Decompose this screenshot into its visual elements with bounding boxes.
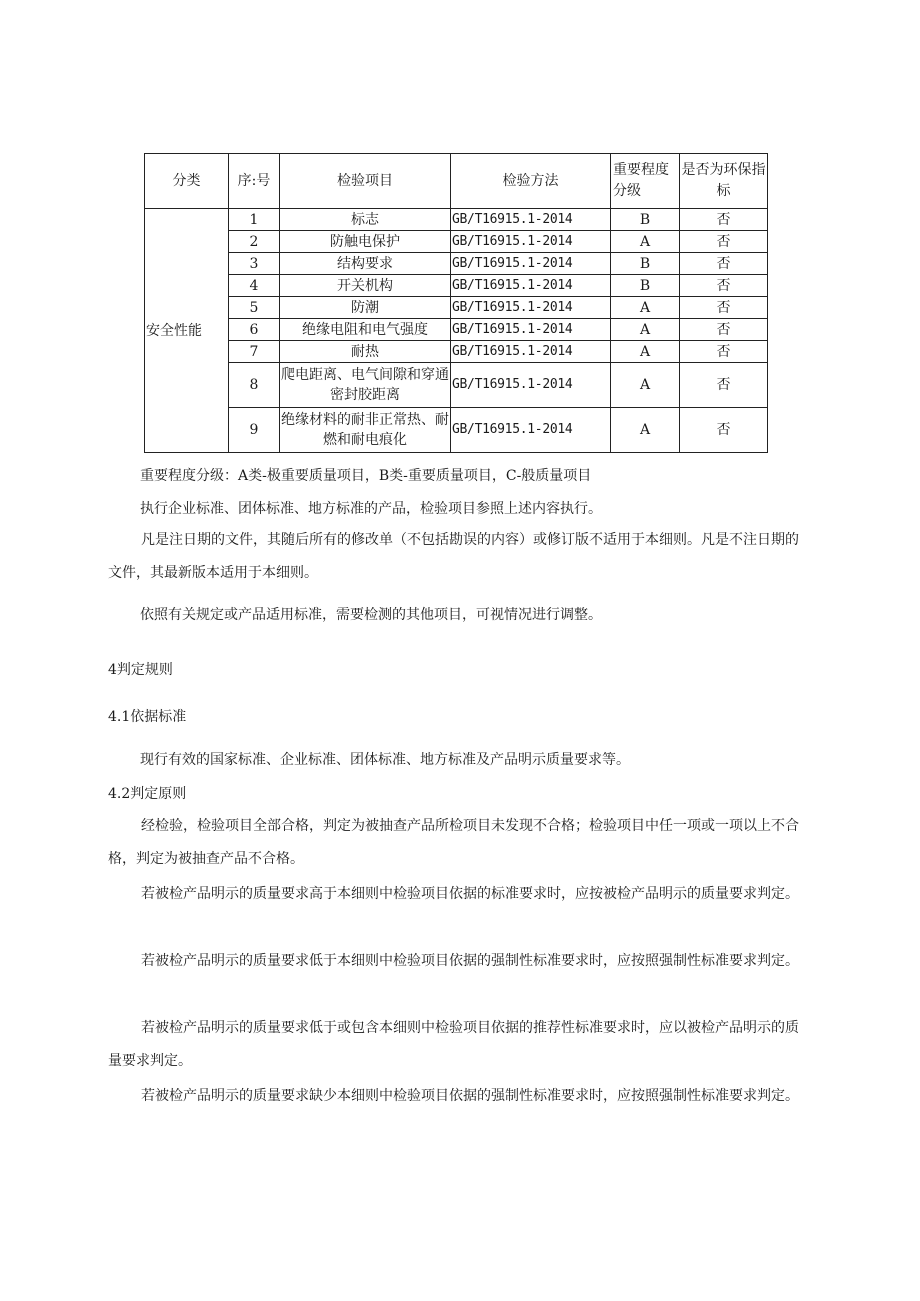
row-number: 5	[229, 297, 280, 319]
note-paragraph: 执行企业标准、团体标准、地方标准的产品，检验项目参照上述内容执行。	[140, 501, 602, 517]
table-row	[145, 231, 768, 253]
row-method: GB/T16915.1-2014	[451, 209, 611, 231]
table-row	[145, 363, 768, 408]
row-number: 4	[229, 275, 280, 297]
section-4-2-paragraph: 若被检产品明示的质量要求缺少本细则中检验项目依据的强制性标准要求时，应按照强制性标准要求判定。	[141, 1088, 799, 1104]
row-number: 9	[229, 408, 280, 453]
row-eco: 否	[680, 209, 768, 231]
row-grade: B	[611, 253, 680, 275]
table-header-row	[145, 154, 768, 209]
row-method: GB/T16915.1-2014	[451, 341, 611, 363]
category-cell: 安全性能	[145, 209, 229, 453]
row-eco: 否	[680, 275, 768, 297]
inspection-table	[144, 153, 768, 453]
table-row	[145, 408, 768, 453]
row-eco: 否	[680, 408, 768, 453]
row-method: GB/T16915.1-2014	[451, 319, 611, 341]
row-item: 开关机构	[280, 275, 451, 297]
section-4-2-paragraph: 若被检产品明示的质量要求低于本细则中检验项目依据的强制性标准要求时，应按照强制性标准要求判定。	[141, 953, 799, 969]
section-4-2-paragraph: 经检验，检验项目全部合格，判定为被抽查产品所检项目未发现不合格；检验项目中任一项或一项以上不合格，判定为被抽查产品不合格。	[108, 818, 799, 867]
row-number: 1	[229, 209, 280, 231]
row-number: 6	[229, 319, 280, 341]
row-grade: A	[611, 297, 680, 319]
row-item: 绝缘电阻和电气强度	[280, 319, 451, 341]
row-method: GB/T16915.1-2014	[451, 408, 611, 453]
row-eco: 否	[680, 319, 768, 341]
row-eco: 否	[680, 341, 768, 363]
note-paragraph: 依照有关规定或产品适用标准，需要检测的其他项目，可视情况进行调整。	[140, 607, 602, 623]
row-item: 爬电距离、电气间隙和穿通密封胶距离	[280, 363, 451, 408]
row-item: 结构要求	[280, 253, 451, 275]
row-number: 7	[229, 341, 280, 363]
header-method: 检验方法	[451, 154, 611, 209]
header-category: 分类	[145, 154, 229, 209]
note-paragraph: 凡是注日期的文件，其随后所有的修改单（不包括勘误的内容）或修订版不适用于本细则。凡是不注日期的文件，其最新版本适用于本细则。	[108, 532, 799, 581]
row-eco: 否	[680, 231, 768, 253]
row-grade: A	[611, 408, 680, 453]
section-4-1-text: 现行有效的国家标准、企业标准、团体标准、地方标准及产品明示质量要求等。	[140, 752, 630, 768]
row-number: 8	[229, 363, 280, 408]
row-grade: A	[611, 363, 680, 408]
header-grade: 重要程度分级	[611, 154, 680, 209]
row-grade: B	[611, 275, 680, 297]
grade-note: 重要程度分级：A类-极重要质量项目，B类-重要质量项目，C-般质量项目	[140, 468, 592, 484]
row-grade: B	[611, 209, 680, 231]
header-eco: 是否为环保指标	[680, 154, 768, 209]
row-method: GB/T16915.1-2014	[451, 231, 611, 253]
table-row	[145, 341, 768, 363]
row-item: 绝缘材料的耐非正常热、耐燃和耐电痕化	[280, 408, 451, 453]
row-eco: 否	[680, 297, 768, 319]
section-heading-4-1: 4.1依据标准	[108, 709, 187, 725]
row-method: GB/T16915.1-2014	[451, 253, 611, 275]
row-item: 标志	[280, 209, 451, 231]
row-eco: 否	[680, 253, 768, 275]
header-number: 序:号	[229, 154, 280, 209]
section-4-2-paragraph: 若被检产品明示的质量要求低于或包含本细则中检验项目依据的推荐性标准要求时，应以被检产品明示的质量要求判定。	[108, 1020, 799, 1069]
section-4-2-paragraph: 若被检产品明示的质量要求高于本细则中检验项目依据的标准要求时，应按被检产品明示的质量要求判定。	[141, 886, 799, 902]
row-item: 耐热	[280, 341, 451, 363]
table-row	[145, 297, 768, 319]
row-grade: A	[611, 319, 680, 341]
section-heading-4-2: 4.2判定原则	[108, 786, 187, 802]
table-row	[145, 209, 768, 231]
table-row	[145, 319, 768, 341]
row-eco: 否	[680, 363, 768, 408]
row-number: 3	[229, 253, 280, 275]
table-row	[145, 275, 768, 297]
header-item: 检验项目	[280, 154, 451, 209]
row-method: GB/T16915.1-2014	[451, 363, 611, 408]
row-method: GB/T16915.1-2014	[451, 275, 611, 297]
row-method: GB/T16915.1-2014	[451, 297, 611, 319]
table-row	[145, 253, 768, 275]
row-grade: A	[611, 341, 680, 363]
row-grade: A	[611, 231, 680, 253]
row-number: 2	[229, 231, 280, 253]
row-item: 防触电保护	[280, 231, 451, 253]
row-item: 防潮	[280, 297, 451, 319]
section-heading-4: 4判定规则	[108, 662, 173, 678]
